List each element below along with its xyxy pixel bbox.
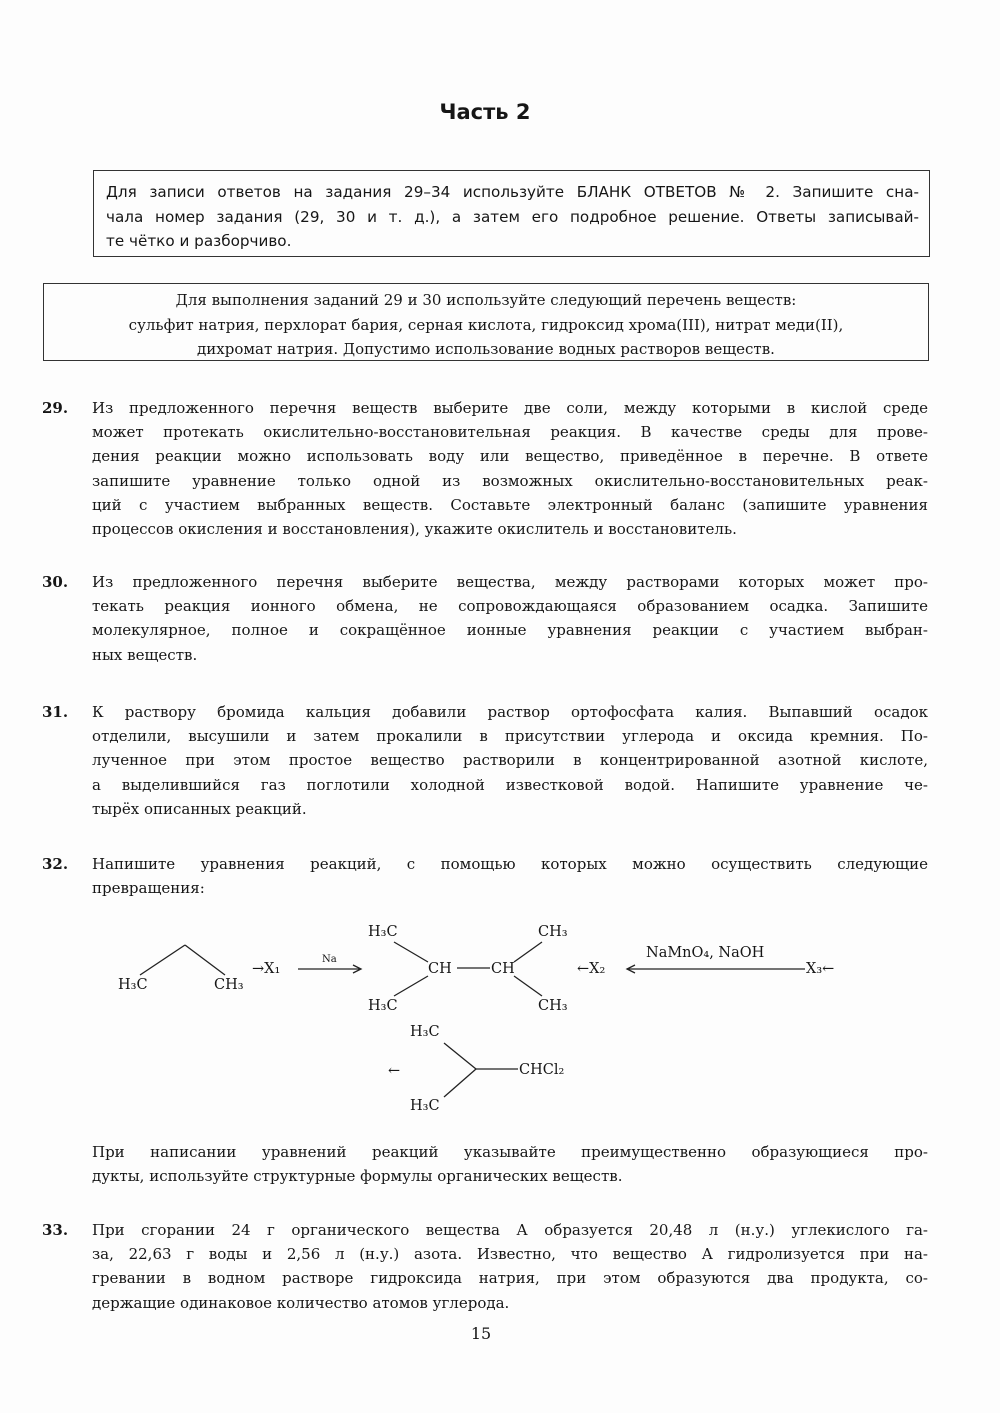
text-line: процессов окисления и восстановления), укажите окислитель и восстановитель.	[92, 520, 737, 539]
text-line: держащие одинаковое количество атомов углерода.	[92, 1293, 510, 1312]
task-number: 32.	[42, 855, 69, 873]
text-line: молекулярное, полное и сокращённое ионные уравнения реакции с участием выбран-	[92, 621, 928, 640]
text-line: лученное при этом простое вещество растворили в концентрированной азотной кислоте,	[92, 751, 928, 770]
dichloro-top: H₃C	[410, 1024, 440, 1040]
text-line: Напишите уравнения реакций, с помощью которых можно осуществить следующие	[92, 855, 928, 873]
x2-label: ←X₂	[577, 961, 606, 977]
dmb-bottom-right: CH₃	[538, 998, 568, 1014]
reagent-permanganate: NaMnO₄, NaOH	[646, 945, 765, 961]
text-line: Из предложенного перечня веществ выберите две соли, между которыми в кислой среде	[92, 399, 928, 417]
text-line: те чётко и разборчиво.	[106, 232, 292, 250]
text-line: Из предложенного перечня выберите вещества, между растворами которых может про-	[92, 573, 928, 591]
text-line: гревании в водном растворе гидроксида натрия, при этом образуются два продукта, со-	[92, 1269, 928, 1288]
text-line: К раствору бромида кальция добавили раствор ортофосфата калия. Выпавший осадок	[92, 703, 928, 721]
arrow-left: ←	[388, 1063, 401, 1079]
text-line: чала номер задания (29, 30 и т. д.), а затем его подробное решение. Ответы записывай-	[106, 207, 919, 226]
text-line: Для выполнения заданий 29 и 30 используйте следующий перечень веществ:	[175, 291, 797, 309]
page-number: 15	[470, 1324, 492, 1343]
text-line: дукты, используйте структурные формулы органических веществ.	[92, 1167, 623, 1186]
dichloro-right: CHCl₂	[519, 1062, 565, 1078]
bond	[514, 976, 542, 996]
text-line: может протекать окислительно-восстановительная реакция. В качестве среды для прове-	[92, 423, 928, 442]
text-line: дихромат натрия. Допустимо использование водных растворов веществ.	[197, 340, 775, 358]
dmb-top-left: H₃C	[368, 924, 398, 940]
propane-left-group: H₃C	[118, 977, 148, 993]
bond	[444, 1069, 476, 1097]
task-number: 33.	[42, 1221, 69, 1239]
reagent-na: Na	[322, 954, 337, 965]
text-line: ных веществ.	[92, 645, 198, 664]
bond	[394, 976, 428, 996]
x3-label: X₃←	[806, 961, 835, 977]
text-line: При сгорании 24 г органического вещества А образуется 20,48 л (н.у.) углекислого га-	[92, 1221, 928, 1239]
text-line: запишите уравнение только одной из возможных окислительно-восстановительных реак-	[92, 471, 928, 490]
text-line: а выделившийся газ поглотили холодной известковой водой. Напишите уравнение че-	[92, 775, 928, 794]
bond	[185, 945, 225, 975]
dmb-top-right: CH₃	[538, 924, 568, 940]
dichloro-bottom: H₃C	[410, 1098, 440, 1114]
bond	[140, 945, 185, 975]
x1-label: →X₁	[252, 961, 281, 977]
dmb-bottom-left: H₃C	[368, 998, 398, 1014]
text-line: При написании уравнений реакций указывайте преимущественно образующиеся про-	[92, 1143, 928, 1161]
bond	[444, 1043, 476, 1069]
text-line: за, 22,63 г воды и 2,56 л (н.у.) азота. Известно, что вещество А гидролизуется при на-	[92, 1245, 928, 1264]
bond	[394, 942, 428, 962]
task-number: 31.	[42, 703, 69, 721]
dmb-ch2: CH	[491, 961, 515, 977]
dmb-ch1: CH	[428, 961, 452, 977]
text-line: сульфит натрия, перхлорат бария, серная кислота, гидроксид хрома(III), нитрат меди(II),	[128, 315, 844, 334]
task-32-note	[92, 1140, 928, 1188]
task-number: 30.	[42, 573, 69, 591]
propane-right-group: CH₃	[214, 977, 244, 993]
text-line: дения реакции можно использовать воду или вещество, приведённое в перечне. В ответе	[92, 447, 928, 466]
text-line: тырёх описанных реакций.	[92, 799, 307, 818]
text-line: текать реакция ионного обмена, не сопровождающаяся образованием осадка. Запишите	[92, 597, 928, 616]
bond	[514, 942, 542, 962]
task-number: 29.	[42, 399, 69, 417]
part-title: Часть 2	[439, 100, 531, 124]
text-line: превращения:	[92, 879, 205, 898]
text-line: ций с участием выбранных веществ. Составьте электронный баланс (запишите уравнения	[92, 495, 928, 514]
text-line: Для записи ответов на задания 29–34 используйте БЛАНК ОТВЕТОВ № 2. Запишите сна-	[106, 183, 919, 201]
text-line: отделили, высушили и затем прокалили в присутствии углерода и оксида кремния. По-	[92, 727, 928, 746]
